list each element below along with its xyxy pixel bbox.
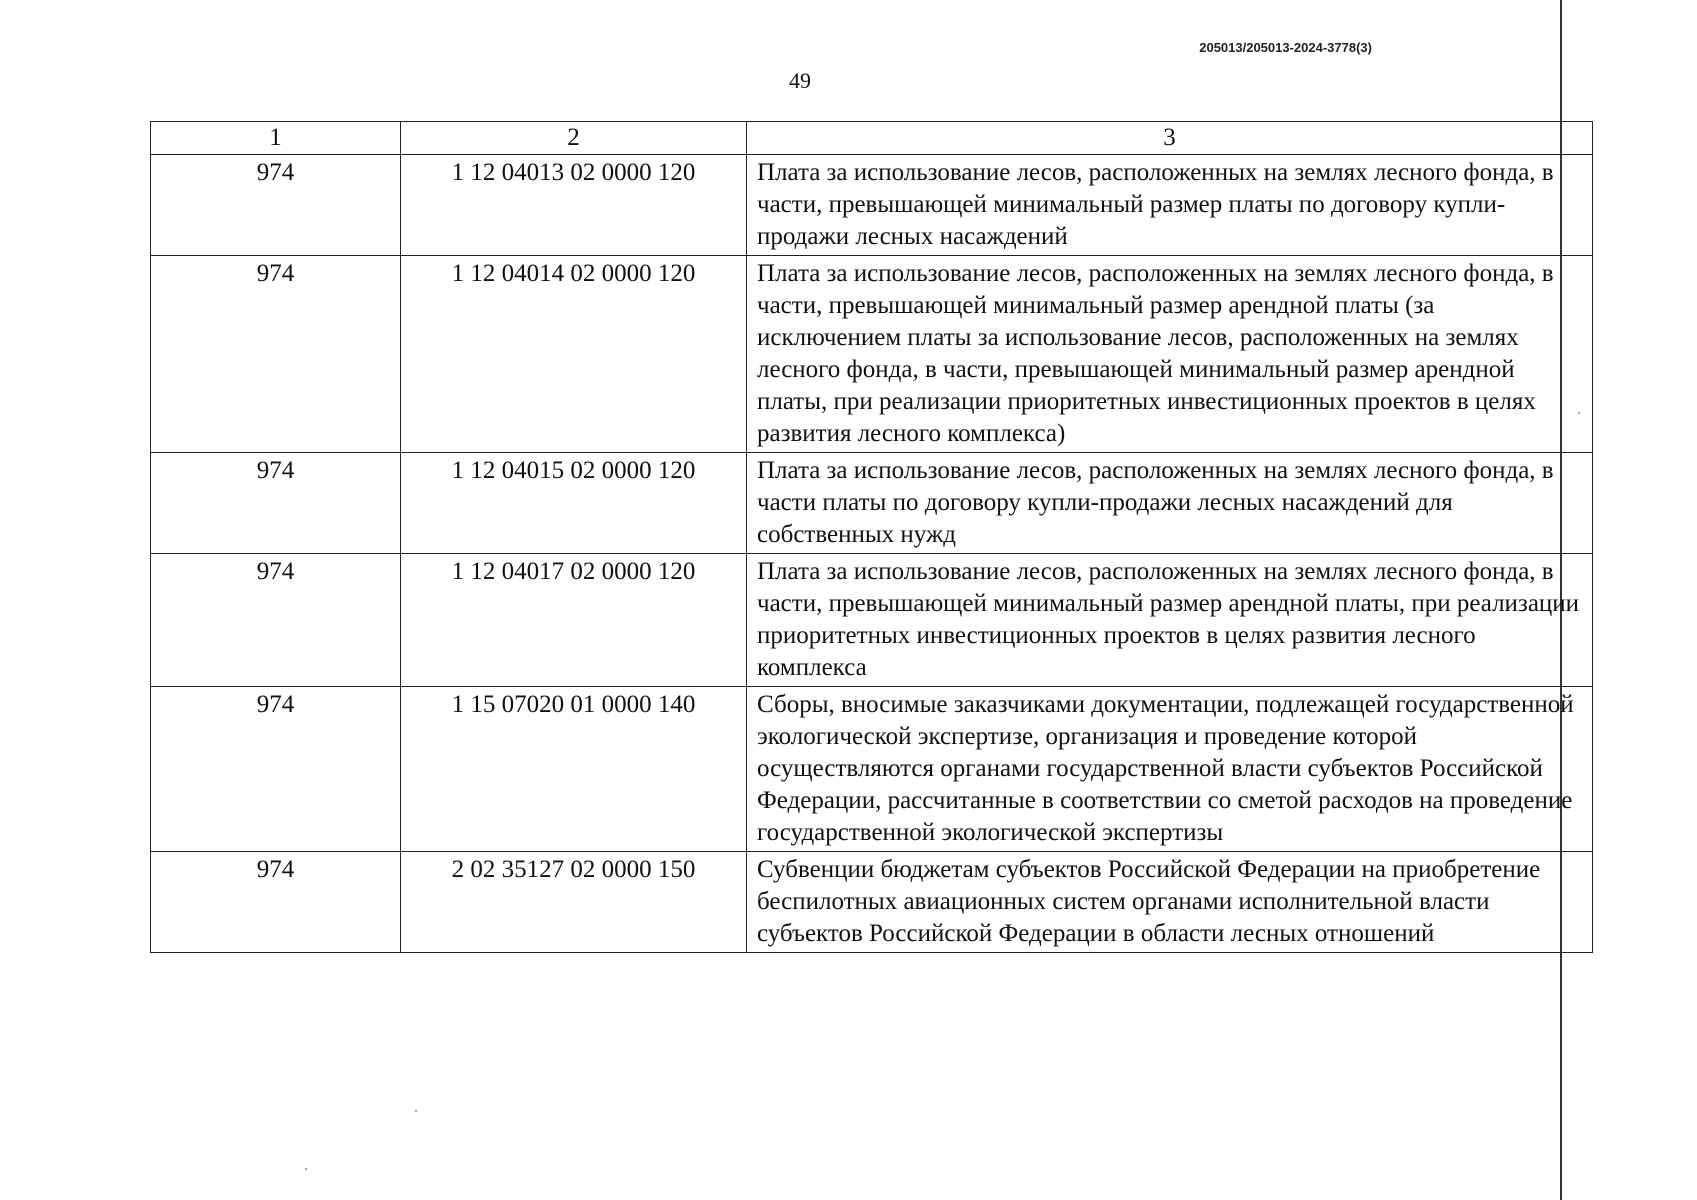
budget-code-cell: 2 02 35127 02 0000 150 — [401, 852, 747, 953]
scan-speck — [415, 1110, 417, 1112]
revenue-codes-table — [150, 121, 1593, 953]
description-cell: Плата за использование лесов, расположенных на землях лесного фонда, в части, превышающей минимальный размер платы по договору купли-продажи лесных насаждений — [747, 155, 1593, 256]
scan-speck — [305, 1168, 307, 1170]
table-header-row — [151, 122, 1593, 155]
column-header-1: 1 — [151, 122, 401, 155]
table-row — [151, 256, 1593, 453]
scan-speck — [1578, 412, 1580, 414]
column-header-3: 3 — [747, 122, 1593, 155]
admin-code-cell: 974 — [151, 554, 401, 687]
budget-code-cell: 1 12 04014 02 0000 120 — [401, 256, 747, 453]
column-header-2: 2 — [401, 122, 747, 155]
budget-code-cell: 1 15 07020 01 0000 140 — [401, 687, 747, 852]
table-row — [151, 155, 1593, 256]
admin-code-cell: 974 — [151, 687, 401, 852]
description-cell: Субвенции бюджетам субъектов Российской Федерации на приобретение беспилотных авиационных систем органами исполнительной власти субъектов Российской Федерации в области лесных отношений — [747, 852, 1593, 953]
admin-code-cell: 974 — [151, 852, 401, 953]
admin-code-cell: 974 — [151, 155, 401, 256]
budget-code-cell: 1 12 04017 02 0000 120 — [401, 554, 747, 687]
description-cell: Плата за использование лесов, расположенных на землях лесного фонда, в части, превышающей минимальный размер арендной платы (за исключением платы за использование лесов, расположенных на землях лесного фонда, в части, превышающей минимальный размер арендной платы, при реализации приоритетных инвестиционных проектов в целях развития лесного комплекса) — [747, 256, 1593, 453]
description-cell: Сборы, вносимые заказчиками документации, подлежащей государственной экологической экспертизе, организация и проведение которой осуществляются органами государственной власти субъектов Российской Федерации, рассчитанные в соответствии со сметой расходов на проведение государственной экологической экспертизы — [747, 687, 1593, 852]
table-row — [151, 554, 1593, 687]
table-row — [151, 453, 1593, 554]
table-row — [151, 687, 1593, 852]
description-cell: Плата за использование лесов, расположенных на землях лесного фонда, в части, превышающей минимальный размер арендной платы, при реализации приоритетных инвестиционных проектов в целях развития лесного комплекса — [747, 554, 1593, 687]
page-number: 49 — [789, 68, 811, 93]
budget-code-cell: 1 12 04013 02 0000 120 — [401, 155, 747, 256]
description-cell: Плата за использование лесов, расположенных на землях лесного фонда, в части платы по договору купли-продажи лесных насаждений для собственных нужд — [747, 453, 1593, 554]
budget-code-cell: 1 12 04015 02 0000 120 — [401, 453, 747, 554]
admin-code-cell: 974 — [151, 453, 401, 554]
document-id: 205013/205013-2024-3778(3) — [1199, 40, 1372, 55]
table-row — [151, 852, 1593, 953]
admin-code-cell: 974 — [151, 256, 401, 453]
